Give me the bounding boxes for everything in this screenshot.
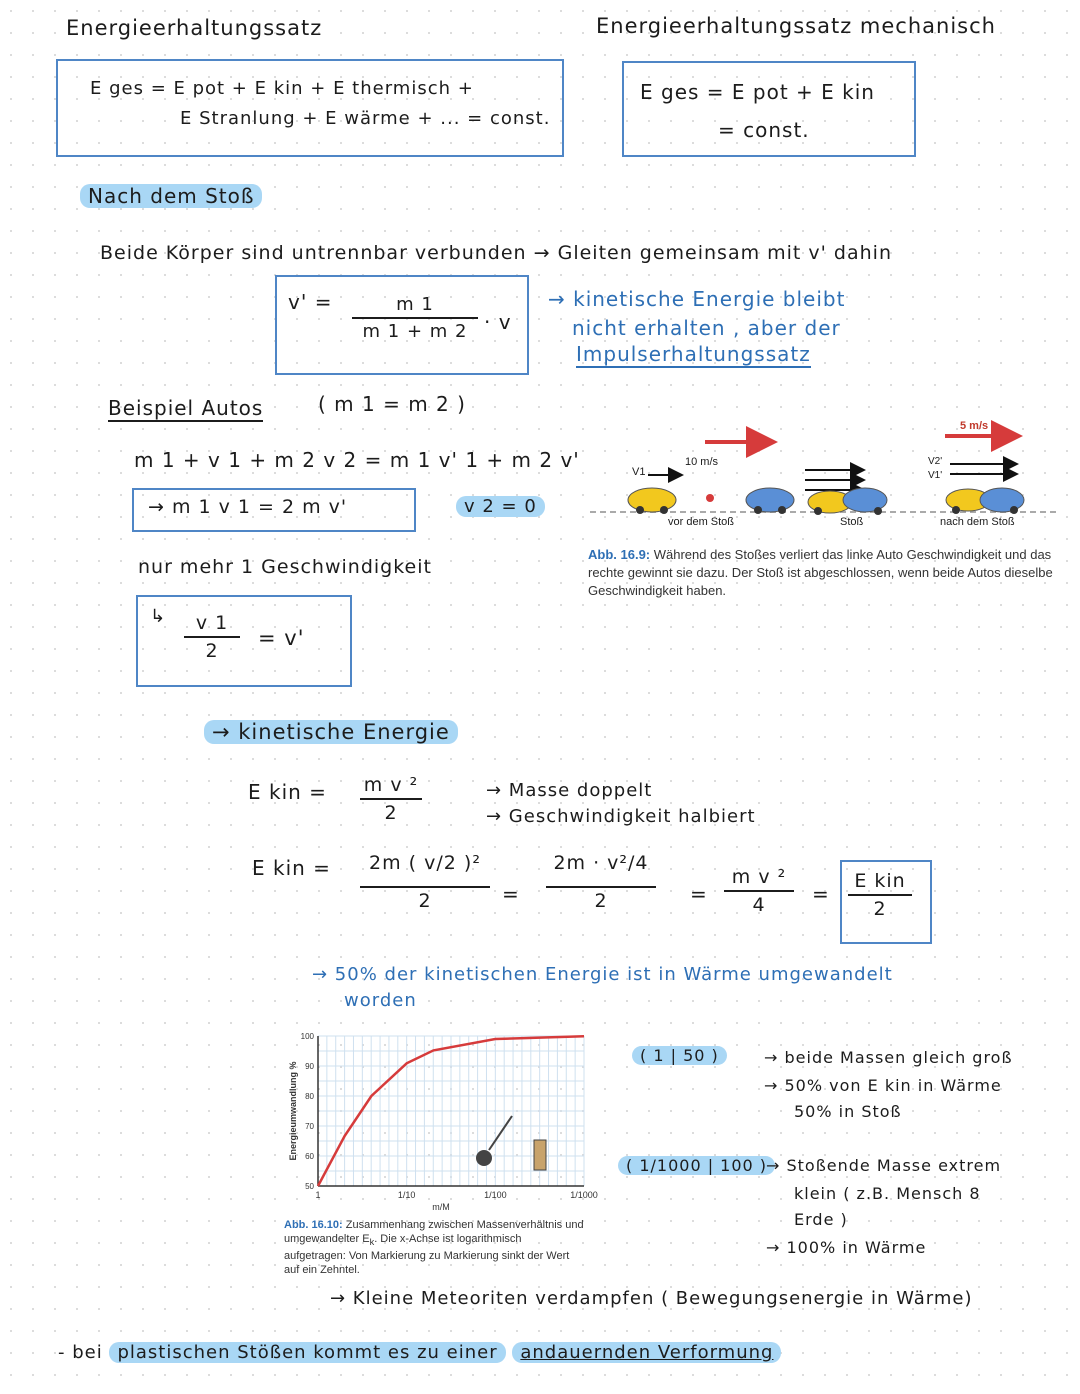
x-tick-label: 1	[315, 1190, 321, 1200]
left-title: Energieerhaltungssatz	[66, 16, 323, 40]
ekin2-label: E kin =	[252, 856, 331, 880]
figure2-caption	[284, 1218, 584, 1277]
y-tick-label: 50	[305, 1182, 314, 1191]
speed-result-denominator: 2	[205, 640, 219, 662]
x-axis-label: m/M	[432, 1202, 450, 1212]
energy-total-line1: E ges = E pot + E kin + E thermisch +	[90, 78, 474, 99]
ekin-step3-numerator: m v ²	[731, 866, 787, 888]
kinetic-energy-note-line3: Impulserhaltungssatz	[576, 342, 811, 366]
velocity-formula-numerator: m 1	[396, 294, 434, 315]
label-before-collision: vor dem Stoß	[668, 516, 735, 528]
figure2-caption-text: Zusammenhang zwischen Massenverhältnis und umgewandelter E	[284, 1219, 584, 1245]
momentum-result-equation: → m 1 v 1 = 2 m v'	[148, 496, 348, 518]
ratio-equal-masses: ( 1 | 50 )	[632, 1046, 727, 1065]
v2-prime-label: V2'	[928, 456, 943, 467]
meteorites-note: → Kleine Meteoriten verdampfen ( Bewegungsenergie in Wärme)	[330, 1288, 973, 1309]
ratio-tiny-mass: ( 1/1000 | 100 )	[618, 1156, 775, 1175]
y-tick-label: 100	[300, 1032, 314, 1041]
v1-prime-label: V1'	[928, 470, 943, 481]
ekin-step3-fraction	[724, 866, 794, 916]
x-tick-label: 1/10	[397, 1190, 416, 1200]
kinetic-energy-note-line1: → kinetische Energie bleibt	[548, 287, 846, 311]
ekin-label: E kin =	[248, 780, 327, 804]
tiny-mass-note-line1: → Stoßende Masse extrem	[766, 1156, 1002, 1175]
y-tick-label: 90	[305, 1062, 314, 1071]
observer-figure-icon	[534, 1140, 546, 1170]
energy-mech-box	[622, 61, 916, 157]
plastic-collision-underlined: andauernden Verformung	[512, 1342, 781, 1363]
energy-conversion-conclusion-line1: → 50% der kinetischen Energie ist in Wärme umgewandelt	[312, 964, 893, 985]
x-tick-label: 1/1000	[570, 1190, 598, 1200]
label-after-collision: nach dem Stoß	[940, 516, 1015, 528]
speed-result-rhs: = v'	[258, 626, 305, 650]
ekin-denominator: 2	[384, 802, 398, 824]
cars-collision-figure	[590, 420, 1060, 538]
figure2-caption-number: Abb. 16.10:	[284, 1219, 343, 1231]
equal-masses-note-line2: → 50% von E kin in Wärme	[764, 1076, 1002, 1095]
tiny-mass-note-line4: → 100% in Wärme	[766, 1238, 927, 1257]
ekin-step1-denominator: 2	[418, 890, 432, 912]
energy-mech-line2: = const.	[718, 118, 810, 142]
equal-masses-note-line1: → beide Massen gleich groß	[764, 1048, 1013, 1067]
v2-zero-label: v 2 = 0	[456, 496, 545, 517]
y-tick-label: 60	[305, 1152, 314, 1161]
plastic-collision-note	[58, 1342, 781, 1363]
momentum-equation: m 1 + v 1 + m 2 v 2 = m 1 v' 1 + m 2 v'	[134, 448, 580, 472]
one-speed-note: nur mehr 1 Geschwindigkeit	[138, 556, 432, 578]
ekin-step2-numerator: 2m · v²/4	[553, 852, 649, 874]
figure1-caption-text: Während des Stoßes verliert das linke Auto Geschwindigkeit und das rechte gewinnt sie dazu. Der Stoß ist abgeschlossen, wenn beide Autos dieselbe Geschwindigkeit haben.	[588, 547, 1053, 598]
v1-label: V1	[632, 466, 646, 478]
bodies-connected-statement: Beide Körper sind untrennbar verbunden → Gleiten gemeinsam mit v' dahin	[100, 242, 892, 264]
figure2-caption-subscript: k	[369, 1237, 375, 1248]
speed-result-numerator: v 1	[195, 612, 229, 634]
ekin-result-fraction	[848, 870, 912, 920]
velocity-formula-tail: · v	[484, 310, 512, 334]
right-title: Energieerhaltungssatz mechanisch	[596, 14, 996, 38]
kinetic-energy-heading: → kinetische Energie	[204, 720, 458, 744]
figure1-caption-number: Abb. 16.9:	[588, 547, 651, 562]
equals-sign-2: =	[690, 882, 708, 906]
ekin-fraction	[360, 774, 422, 824]
equals-sign-3: =	[812, 882, 830, 906]
ekin-numerator: m v ²	[363, 774, 419, 796]
velocity-formula-lhs: v' =	[288, 290, 333, 314]
tiny-mass-note-line2: klein ( z.B. Mensch 8	[794, 1184, 981, 1203]
impact-ball-icon	[476, 1150, 492, 1166]
y-tick-label: 80	[305, 1092, 314, 1101]
velocity-formula-denominator: m 1 + m 2	[362, 321, 468, 342]
tiny-mass-note-line3: Erde )	[794, 1210, 848, 1229]
ekin-result-denominator: 2	[873, 898, 887, 920]
label-during-collision: Stoß	[840, 516, 864, 528]
speed-result-fraction	[184, 612, 240, 662]
mass-doubled-note: → Masse doppelt	[486, 780, 653, 801]
speed-label-left: 10 m/s	[685, 456, 719, 468]
energy-total-line2: E Stranlung + E wärme + ... = const.	[180, 108, 551, 129]
figure1-caption	[588, 546, 1058, 600]
energy-conversion-chart	[284, 1030, 598, 1216]
figure2-caption-text2: . Die x-Achse ist logarithmisch aufgetragen: Von Markierung zu Markierung sinkt der Wert auf ein Zehntel.	[284, 1233, 570, 1277]
speed-result-arrow: ↳	[150, 606, 167, 627]
impact-trail-icon	[489, 1116, 512, 1150]
kinetic-energy-note-line2: nicht erhalten , aber der	[572, 316, 841, 340]
plastic-prefix: - bei	[58, 1342, 103, 1363]
energy-mech-line1: E ges = E pot + E kin	[640, 80, 875, 104]
velocity-formula-fraction	[352, 294, 478, 342]
ekin-step3-denominator: 4	[752, 894, 766, 916]
speed-result-box	[136, 595, 352, 687]
equal-masses-note-line3: 50% in Stoß	[794, 1102, 902, 1121]
y-tick-label: 70	[305, 1122, 314, 1131]
example-condition: ( m 1 = m 2 )	[318, 392, 466, 416]
speed-label-right: 5 m/s	[960, 420, 989, 432]
energy-conversion-chart-svg	[284, 1030, 598, 1216]
y-axis-label: Energieumwandlung %	[288, 1061, 298, 1161]
ekin-result-numerator: E kin	[854, 870, 906, 892]
speed-halved-note: → Geschwindigkeit halbiert	[486, 806, 756, 827]
section-heading-after-collision: Nach dem Stoß	[80, 184, 262, 208]
example-heading: Beispiel Autos	[108, 396, 264, 420]
equals-sign-1: =	[502, 882, 520, 906]
ekin-step2-fraction	[546, 852, 656, 912]
ekin-step1-fraction	[360, 852, 490, 912]
energy-conversion-conclusion-line2: worden	[344, 990, 417, 1011]
ekin-step2-denominator: 2	[594, 890, 608, 912]
plastic-collision-text: plastischen Stößen kommt es zu einer	[109, 1342, 505, 1363]
x-tick-label: 1/100	[484, 1190, 507, 1200]
ekin-step1-numerator: 2m ( v/2 )²	[369, 852, 481, 874]
